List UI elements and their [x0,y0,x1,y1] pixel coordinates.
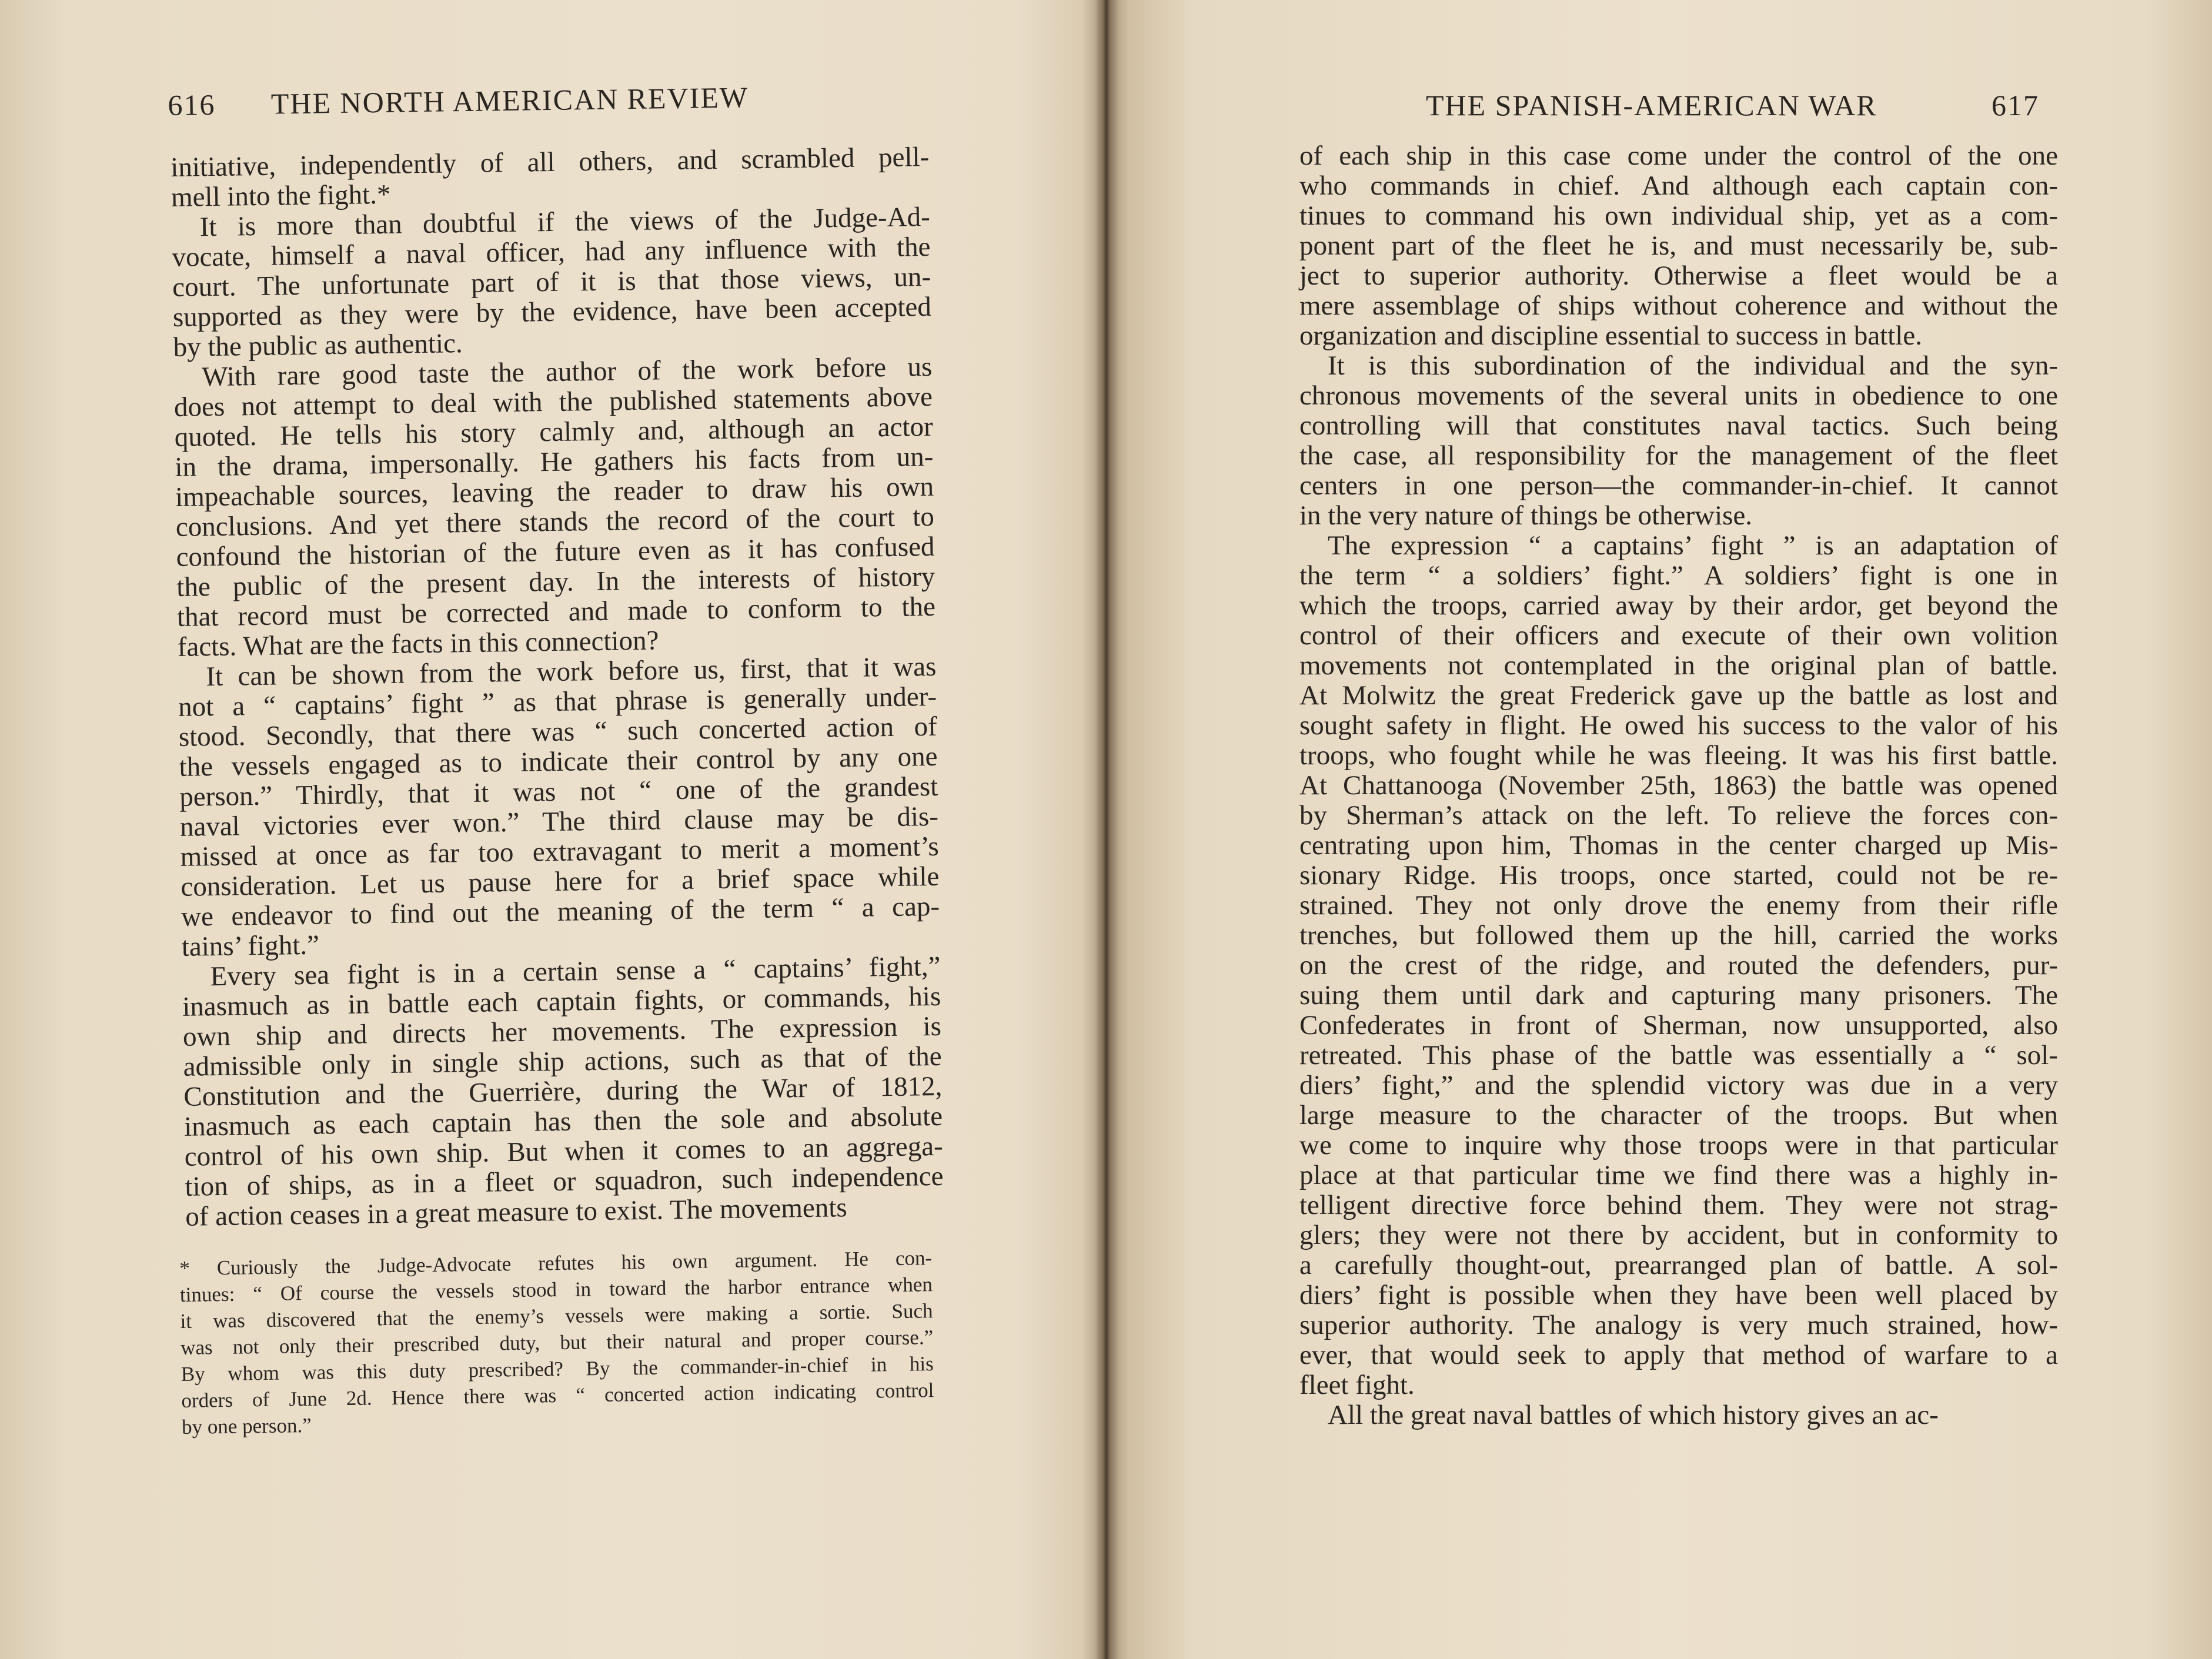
text-line: ever, that would seek to apply that method of warfare to a [1299,1340,2058,1370]
text-line: stood. Secondly, that there was “ such concerted action of [178,711,938,752]
text-line: admissible only in single ship actions, such as that of the [183,1041,942,1082]
text-line: It is this subordination of the individual and the syn- [1328,350,2058,381]
text-line: vocate, himself a naval officer, had any influence with the [172,231,931,273]
text-line: ject to superior authority. Otherwise a fleet would be a [1299,260,2058,291]
footnote-line: tinues: “ Of course the vessels stood in toward the harbor entrance when [179,1273,933,1306]
text-line: With rare good taste the author of the work before us [201,351,933,393]
text-line: we come to inquire why those troops were in that particular [1299,1130,2058,1160]
text-line: initiative, independently of all others, and scrambled pell- [170,141,930,183]
text-line: inasmuch as each captain has then the sole and absolute [183,1101,943,1142]
text-line: inasmuch as in battle each captain fights, or commands, his [182,981,941,1022]
text-line: At Chattanooga (November 25th, 1863) the battle was opened [1299,770,2058,801]
text-line: organization and discipline essential to success in battle. [1299,320,1922,351]
text-line: by Sherman’s attack on the left. To relieve the forces con- [1299,800,2058,831]
text-line: tinues to command his own individual ship, yet as a com- [1299,200,2058,231]
footnote-line: it was discovered that the enemy’s vessels were making a sortie. Such [180,1299,933,1333]
text-line: sionary Ridge. His troops, once started, could not be re- [1299,860,2058,891]
text-line: the public of the present day. In the interests of history [176,561,935,603]
text-line: by the public as authentic. [173,328,463,363]
text-line: of action ceases in a great measure to exist. The movements [185,1192,847,1232]
footnote-line: by one person.” [181,1413,312,1439]
text-line: mere assemblage of ships without coherence and without the [1299,290,2058,321]
text-line: the vessels engaged as to indicate their control by any one [179,741,938,782]
text-line: supported as they were by the evidence, have been accepted [172,291,932,333]
text-line: the case, all responsibility for the management of the fleet [1299,440,2058,471]
text-line: own ship and directs her movements. The expression is [182,1011,942,1052]
footnote [179,1245,934,1440]
text-line: who commands in chief. And although each captain con- [1299,170,2058,201]
text-line: in the very nature of things be otherwise. [1299,500,1753,531]
text-line: in the drama, impersonally. He gathers his facts from un- [175,441,934,483]
text-line: control of his own ship. But when it comes to an aggrega- [184,1130,944,1172]
text-line: All the great naval battles of which history gives an ac- [1328,1400,1939,1430]
text-line: that record must be corrected and made to conform to the [176,591,936,633]
page-number: 616 [168,88,216,122]
text-line: controlling will that constitutes naval tactics. Such being [1299,410,2058,441]
text-line: control of their officers and execute of their own volition [1299,620,2058,651]
text-line: which the troops, carried away by their ardor, get beyond the [1299,590,2058,621]
text-line: the term “ a soldiers’ fight.” A soldiers’ fight is one in [1299,560,2058,591]
text-line: chronous movements of the several units in obedience to one [1299,380,2058,411]
text-line: suing them until dark and capturing many prisoners. The [1299,980,2058,1011]
page-number: 617 [1992,89,2040,122]
text-line: we endeavor to find out the meaning of the term “ a cap- [181,891,940,932]
footnote-line: By whom was this duty prescribed? By the commander-in-chief in his [181,1352,934,1386]
text-line: consideration. Let us pause here for a brief space while [181,861,940,902]
text-line: telligent directive force behind them. They were not strag- [1299,1190,2058,1220]
text-line: facts. What are the facts in this connection? [177,625,659,663]
text-line: superior authority. The analogy is very much strained, how- [1299,1310,2058,1340]
text-line: glers; they were not there by accident, but in conformity to [1299,1220,2058,1250]
text-line: confound the historian of the future even as it has confused [176,531,935,573]
footnote-line: orders of June 2d. Hence there was “ concerted action indicating control [181,1379,934,1412]
text-line: diers’ fight is possible when they have been well placed by [1299,1280,2058,1310]
text-line: large measure to the character of the troops. But when [1299,1100,2058,1130]
text-line: a carefully thought-out, prearranged plan of battle. A sol- [1299,1250,2058,1280]
footnote-line: was not only their prescribed duty, but their natural and proper course.” [180,1326,934,1359]
text-line: mell into the fight.* [171,179,391,213]
text-line: of each ship in this case come under the control of the one [1299,141,2058,171]
text-line: naval victories ever won.” The third clause may be dis- [179,801,939,842]
text-line: centers in one person—the commander-in-chief. It cannot [1299,470,2058,501]
right-body-text [1299,141,2058,1430]
running-head-title: THE SPANISH-AMERICAN WAR [1426,89,1877,122]
text-line: court. The unfortunate part of it is that those views, un- [172,261,931,303]
text-line: tains’ fight.” [181,929,320,962]
text-line: ponent part of the fleet he is, and must necessarily be, sub- [1299,230,2058,261]
text-line: quoted. He tells his story calmly and, although an actor [174,411,933,453]
text-line: does not attempt to deal with the published statements above [173,381,933,423]
text-line: fleet fight. [1299,1370,1415,1400]
text-line: troops, who fought while he was fleeing. It was his first battle. [1299,740,2058,771]
running-head-title: THE NORTH AMERICAN REVIEW [270,81,749,121]
left-running-head [168,80,749,122]
right-running-head [1426,88,2039,122]
text-line: person.” Thirdly, that it was not “ one of the grandest [179,771,938,812]
text-line: conclusions. And yet there stands the record of the court to [175,501,935,543]
text-line: place at that particular time we find there was a highly in- [1299,1160,2058,1190]
text-line: on the crest of the ridge, and routed the defenders, pur- [1299,950,2058,981]
text-line: The expression “ a captains’ fight ” is an adaptation of [1328,530,2058,561]
text-line: Every sea fight is in a certain sense a “ captains’ fight,” [210,951,941,992]
text-line: At Molwitz the great Frederick gave up the battle as lost and [1299,680,2058,711]
text-line: Confederates in front of Sherman, now unsupported, also [1299,1010,2058,1041]
footnote-line: * Curiously the Judge-Advocate refutes his own argument. He con- [179,1246,933,1280]
text-line: tion of ships, as in a fleet or squadron, such independence [185,1160,944,1202]
left-body-text [171,142,944,1232]
text-line: It is more than doubtful if the views of the Judge-Ad- [199,201,931,243]
text-line: centrating upon him, Thomas in the center charged up Mis- [1299,830,2058,861]
text-line: sought safety in flight. He owed his success to the valor of his [1299,710,2058,741]
text-line: retreated. This phase of the battle was essentially a “ sol- [1299,1040,2058,1071]
text-line: trenches, but followed them up the hill, carried the works [1299,920,2058,951]
text-line: Constitution and the Guerrière, during the War of 1812, [183,1071,943,1112]
left-page [0,0,1102,1659]
text-line: strained. They not only drove the enemy from their rifle [1299,890,2058,921]
text-line: diers’ fight,” and the splendid victory was due in a very [1299,1070,2058,1101]
text-line: not a “ captains’ fight ” as that phrase is generally under- [178,681,937,723]
text-line: missed at once as far too extravagant to merit a moment’s [180,831,939,872]
right-page [1114,0,2212,1659]
text-line: impeachable sources, leaving the reader to draw his own [175,471,934,513]
text-line: movements not contemplated in the original plan of battle. [1299,650,2058,681]
text-line: It can be shown from the work before us, first, that it was [206,651,937,693]
